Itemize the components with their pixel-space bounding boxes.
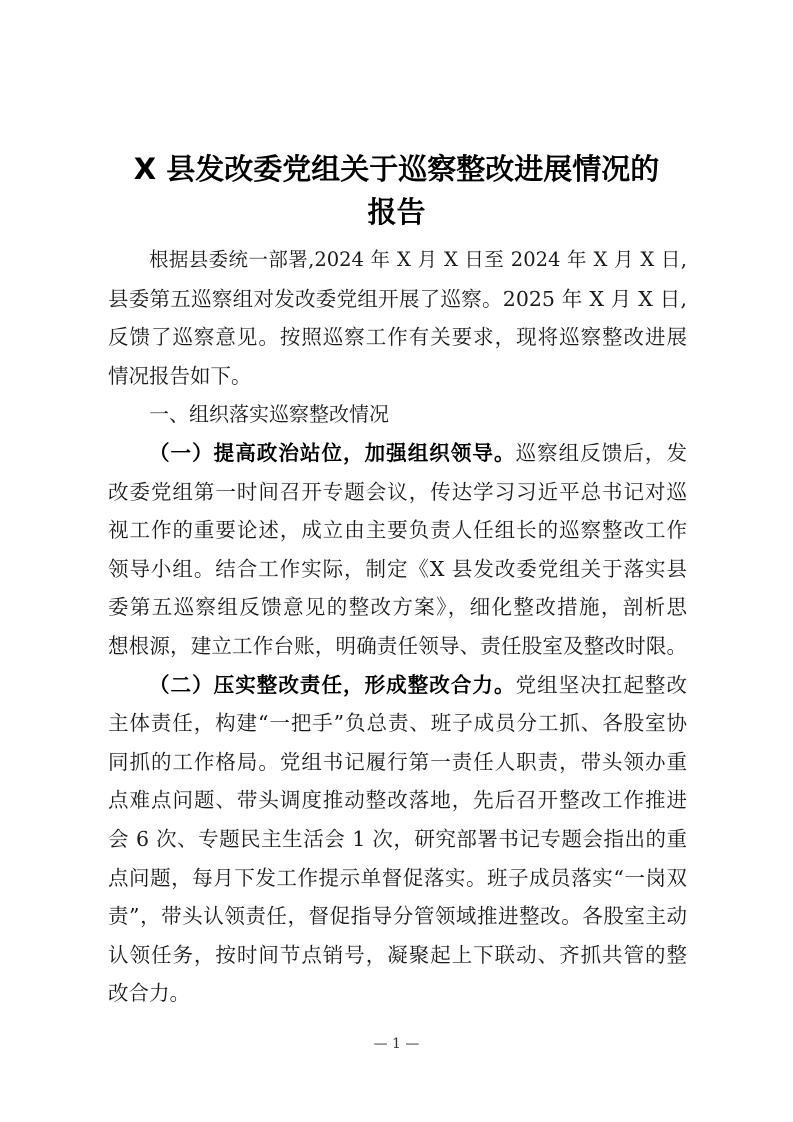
subsection-2-line-1 (108, 666, 687, 705)
subsection-2-line: 改合力。 (108, 981, 190, 1006)
intro-line-4: 情况报告如下。 (108, 363, 252, 388)
intro-line-1: 根据县委统一部署,2024 年 X 月 X 日至 2024 年 X 月 X 日, (149, 248, 687, 271)
subsection-1-line: 领导小组。结合工作实际，制定《X 县发改委党组关于落实县 (108, 556, 687, 581)
subsection-1-line: 想根源，建立工作台账，明确责任领导、责任股室及整改时限。 (108, 633, 687, 658)
intro-line-3: 反馈了巡察意见。按照巡察工作有关要求，现将巡察整改进展 (108, 325, 687, 350)
section-heading-1: 一、组织落实巡察整改情况 (149, 402, 389, 427)
subsection-1-line: 视工作的重要论述，成立由主要负责人任组长的巡察整改工作 (108, 518, 687, 543)
subsection-1-paragraph (108, 434, 687, 666)
intro-paragraph (108, 241, 687, 395)
subsection-1-line: 委第五巡察组反馈意见的整改方案》，细化整改措施，剖析思 (108, 595, 687, 620)
subsection-1-first-line-text: 巡察组反馈后，发 (515, 440, 687, 465)
subsection-2-line: 会 6 次、专题民主生活会 1 次，研究部署书记专题会指出的重 (108, 826, 687, 851)
page-number: — 1 — (373, 1036, 420, 1052)
subsection-2-paragraph (108, 666, 687, 1013)
subsection-2-line: 主体责任，构建“一把手”负总责、班子成员分工抓、各股室协 (108, 711, 687, 736)
subsection-2-line: 点难点问题、带头调度推动整改落地，先后召开整改工作推进 (108, 788, 687, 813)
subsection-2-first-line-text: 党组坚决扛起整改 (515, 672, 687, 697)
title-line-2: 报告 (367, 195, 426, 229)
subsection-2-line: 认领任务，按时间节点销号，凝聚起上下联动、齐抓共管的整 (108, 942, 687, 967)
subsection-1-line: 改委党组第一时间召开专题会议，传达学习习近平总书记对巡 (108, 479, 687, 504)
document-body (108, 241, 687, 1013)
subsection-1-line-1 (108, 434, 687, 473)
subsection-2-line: 责”，带头认领责任，督促指导分管领域推进整改。各股室主动 (108, 904, 687, 929)
title-line-1: X 县发改委党组关于巡察整改进展情况的 (133, 152, 660, 186)
subsection-2-line: 同抓的工作格局。党组书记履行第一责任人职责，带头领办重 (108, 749, 687, 774)
subsection-2-heading: （二）压实整改责任，形成整改合力。 (149, 672, 516, 697)
subsection-2-line: 点问题，每月下发工作提示单督促落实。班子成员落实“一岗双 (108, 865, 687, 890)
intro-line-2: 县委第五巡察组对发改委党组开展了巡察。2025 年 X 月 X 日, (108, 286, 687, 311)
subsection-1-heading: （一）提高政治站位，加强组织领导。 (149, 440, 516, 465)
document-title (90, 148, 703, 234)
